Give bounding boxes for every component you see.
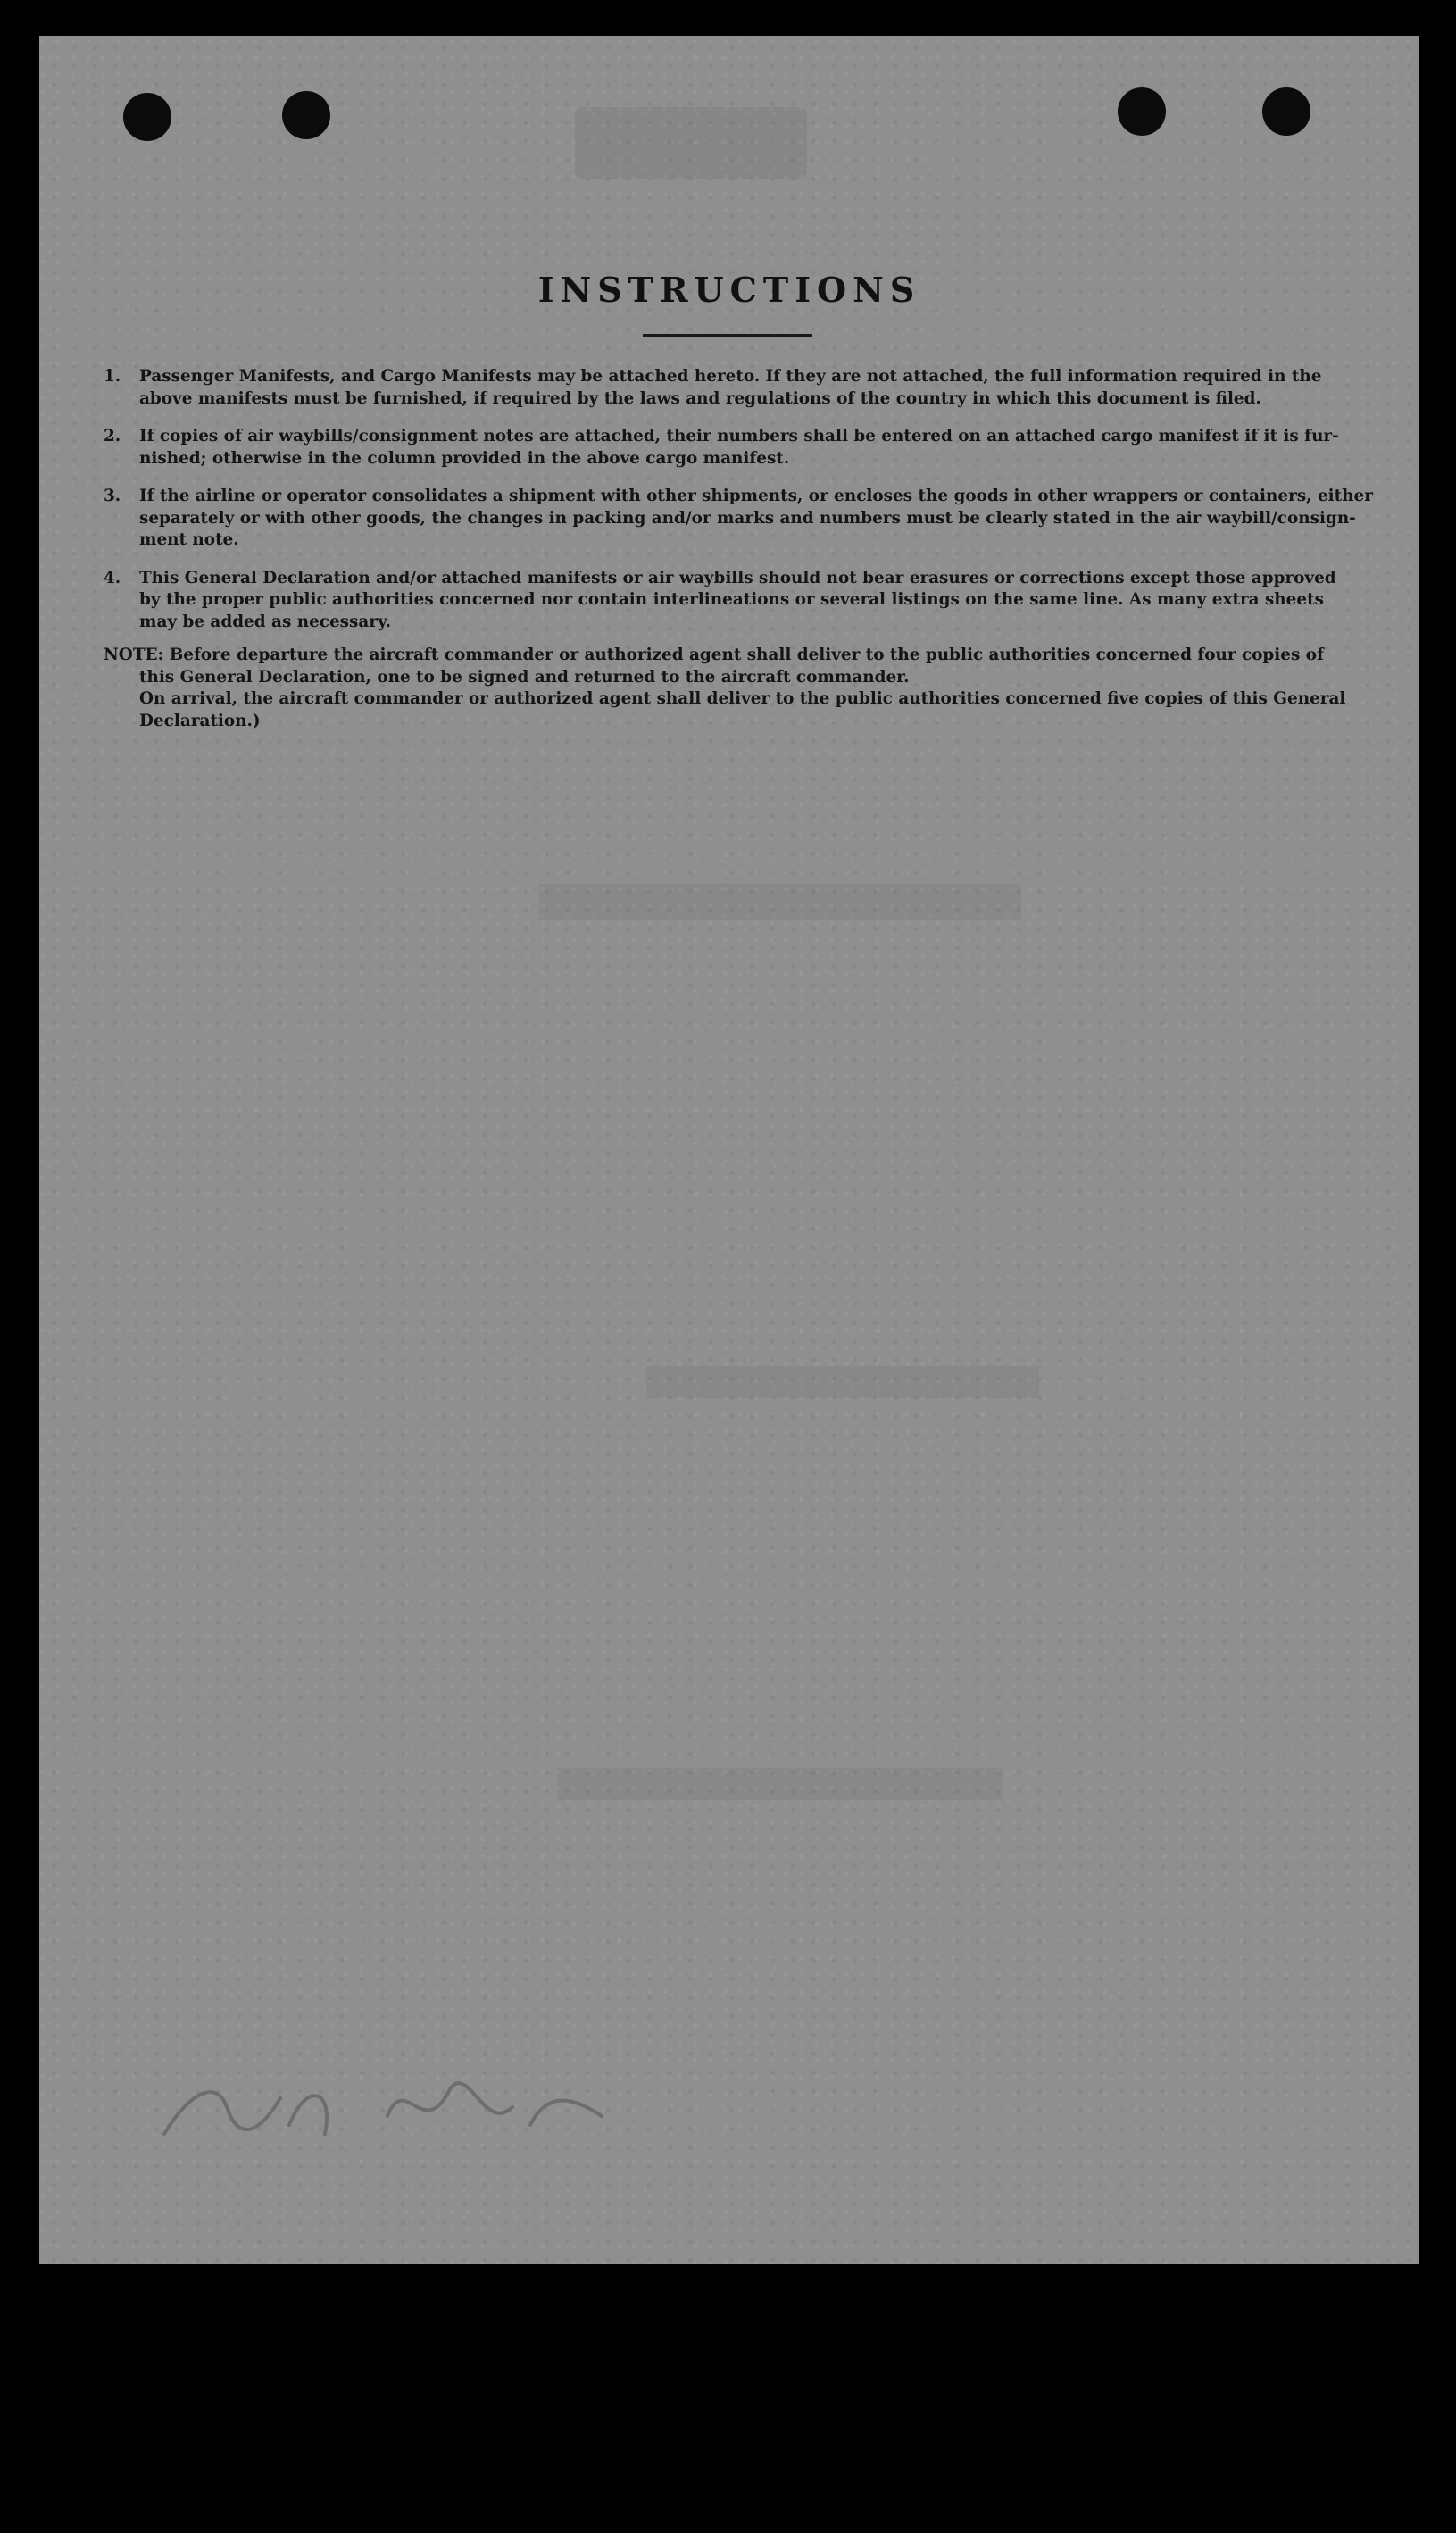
instruction-number: 2. [104,427,121,446]
instruction-line: Passenger Manifests, and Cargo Manifests may be attached hereto. If they are not attached, the full information required in the [139,367,1322,386]
title-underline [643,334,812,337]
note-block [104,645,1389,732]
instruction-item [104,366,1389,410]
instruction-line: If the airline or operator consolidates a shipment with other shipments, or encloses the goods in other wrappers or containers, either [139,487,1373,505]
bleed-through-mark [539,884,1021,920]
page-title: INSTRUCTIONS [537,270,921,310]
instructions-list [104,366,1389,649]
punch-hole [1118,87,1166,136]
instruction-line: above manifests must be furnished, if required by the laws and regulations of the country in which this document is filed. [139,388,1261,408]
punch-hole [282,91,330,139]
note-line: this General Declaration, one to be signed and returned to the aircraft commander. [139,667,910,687]
instruction-line: If copies of air waybills/consignment notes are attached, their numbers shall be entered on an attached cargo manifest if it is fur- [139,427,1339,446]
instruction-item [104,426,1389,470]
instruction-number: 1. [104,367,121,386]
instruction-number: 3. [104,487,121,505]
instruction-line: ment note. [139,530,239,549]
instruction-item [104,486,1389,552]
bleed-through-mark [646,1366,1039,1398]
instruction-line: This General Declaration and/or attached manifests or air waybills should not bear erasures or corrections except those approved [139,568,1336,587]
note-line: On arrival, the aircraft commander or authorized agent shall deliver to the public authorities concerned five copies of this General [139,689,1346,708]
instruction-line: nished; otherwise in the column provided in the above cargo manifest. [139,448,790,468]
punch-hole [1262,87,1310,136]
handwritten-signature [155,2054,620,2161]
instruction-line: separately or with other goods, the changes in packing and/or marks and numbers must be clearly stated in the air waybill/consign- [139,508,1356,528]
bleed-through-mark [575,107,807,179]
instruction-number: 4. [104,568,121,587]
note-line: Declaration.) [139,711,261,730]
note-line: NOTE: Before departure the aircraft commander or authorized agent shall deliver to the public authorities concerned four copies of [104,646,1324,664]
bleed-through-mark [557,1768,1003,1800]
document-page [39,36,1419,2264]
punch-hole [123,93,171,141]
instruction-line: by the proper public authorities concerned nor contain interlineations or several listings on the same line. As many extra sheets [139,590,1324,609]
instruction-line: may be added as necessary. [139,612,391,631]
instruction-item [104,568,1389,634]
